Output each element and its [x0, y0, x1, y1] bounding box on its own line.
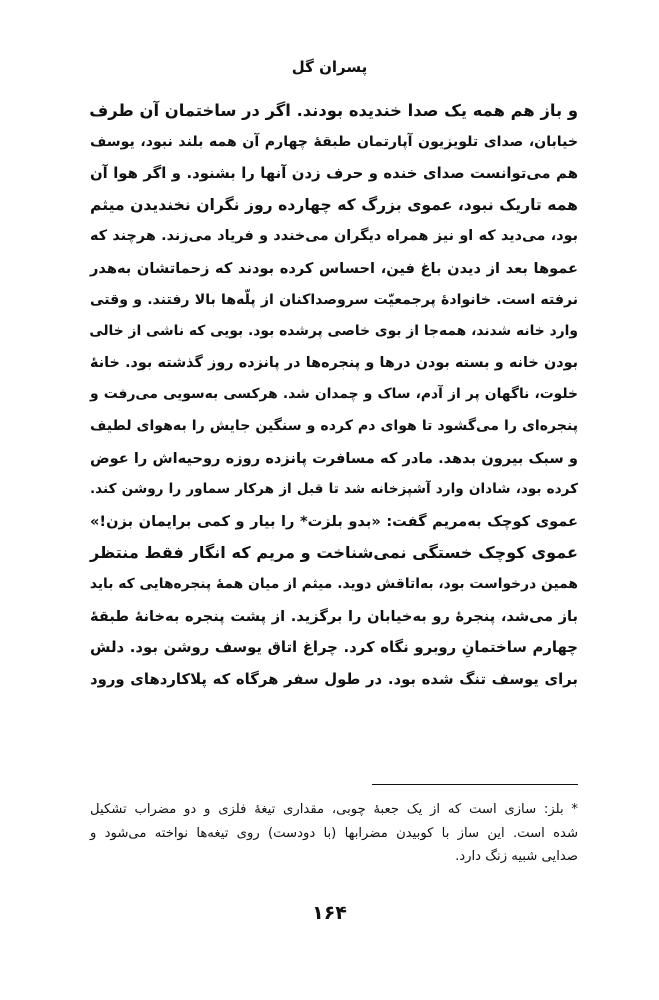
footnote-line: * بلز: سازی است که از یک جعبهٔ چوبی، مقداری تیغهٔ فلزی و دو مضراب تشکیل: [90, 802, 578, 817]
body-line: عموها بعد از دیدن باغ فین، احساس کرده بودند که زحماتشان به‌هدر: [90, 259, 578, 277]
body-text: [90, 95, 578, 695]
body-line: باز می‌شد، پنجرهٔ رو به‌خیابان را برگزید. از پشت پنجره به‌خانهٔ طبقهٔ: [90, 607, 578, 625]
body-line: خلوت، ناگهان پر از آدم، ساک و چمدان شد. هرکسی به‌سویی می‌رفت و: [90, 386, 578, 403]
body-line: برای یوسف تنگ شده بود. در طول سفر هرگاه که پلاکاردهای ورود: [90, 669, 578, 688]
body-line: همه تاریک نبود، عموی بزرگ که چهارده روز نگران نخندیدن میثم: [90, 195, 578, 214]
body-line: بودن خانه و بسته بودن درها و پنجره‌ها در پانزده روز گذشته بود. خانهٔ: [90, 354, 578, 371]
body-line: چهارم ساختمانِ روبرو نگاه کرد. چراغ اتاق یوسف روشن بود. دلش: [90, 638, 578, 657]
body-line: عموی کوچک به‌مریم گفت: «بدو بلزت* را بیار و کمی برایمان بزن!»: [90, 512, 578, 530]
page-number: ۱۶۴: [312, 902, 347, 924]
body-line: و سبک بیرون بدهد. مادر که مسافرت پانزده روزه روحیه‌اش را عوض: [90, 449, 578, 467]
footnote-line: صدایی شبیه زنگ دارد.: [455, 849, 578, 864]
running-header-title: پسران گل: [291, 58, 368, 76]
footnote-divider: [372, 784, 578, 785]
body-line: عموی کوچک خستگی نمی‌شناخت و مریم که انگار فقط منتظر: [90, 543, 578, 563]
body-line: نرفته است. خانوادهٔ پرجمعیّت سروصداکنان از پلّه‌ها بالا رفتند. و وقتی: [90, 291, 578, 308]
body-line: وارد خانه شدند، همه‌جا از بوی خاصی پرشده بود. بویی که ناشی از خالی: [89, 323, 578, 340]
body-line: کرده بود، شادان وارد آشپزخانه شد تا قبل از هرکار سماور را روشن کند.: [90, 481, 578, 498]
body-line: هم می‌توانست صدای خنده و حرف زدن آنها را بشنود. و اگر هوا آن: [90, 164, 578, 183]
footnote-line: شده است. این ساز با کوبیدن مضرابها (با دودست) روی تیغه‌ها نواخته می‌شود و: [90, 825, 578, 841]
body-line: پنجره‌ای را می‌گشود تا هوای دم کرده و سنگین جایش را به‌هوای لطیف: [90, 417, 578, 434]
footnote: [90, 798, 578, 869]
body-line: همین درخواست بود، به‌اتاقش دوید. میثم از میان همهٔ پنجره‌هایی که باید: [89, 575, 578, 592]
body-line: بود، می‌دید که او نیز همراه دیگران می‌خندد و فریاد می‌زند. هرچند که: [90, 228, 578, 245]
body-line: خیابان، صدای تلویزیون آپارتمان طبقهٔ چهارم آن همه بلند نبود، یوسف: [90, 133, 578, 150]
body-line: و باز هم همه یک صدا خندیده بودند. اگر در ساختمان آن طرف: [89, 101, 578, 120]
